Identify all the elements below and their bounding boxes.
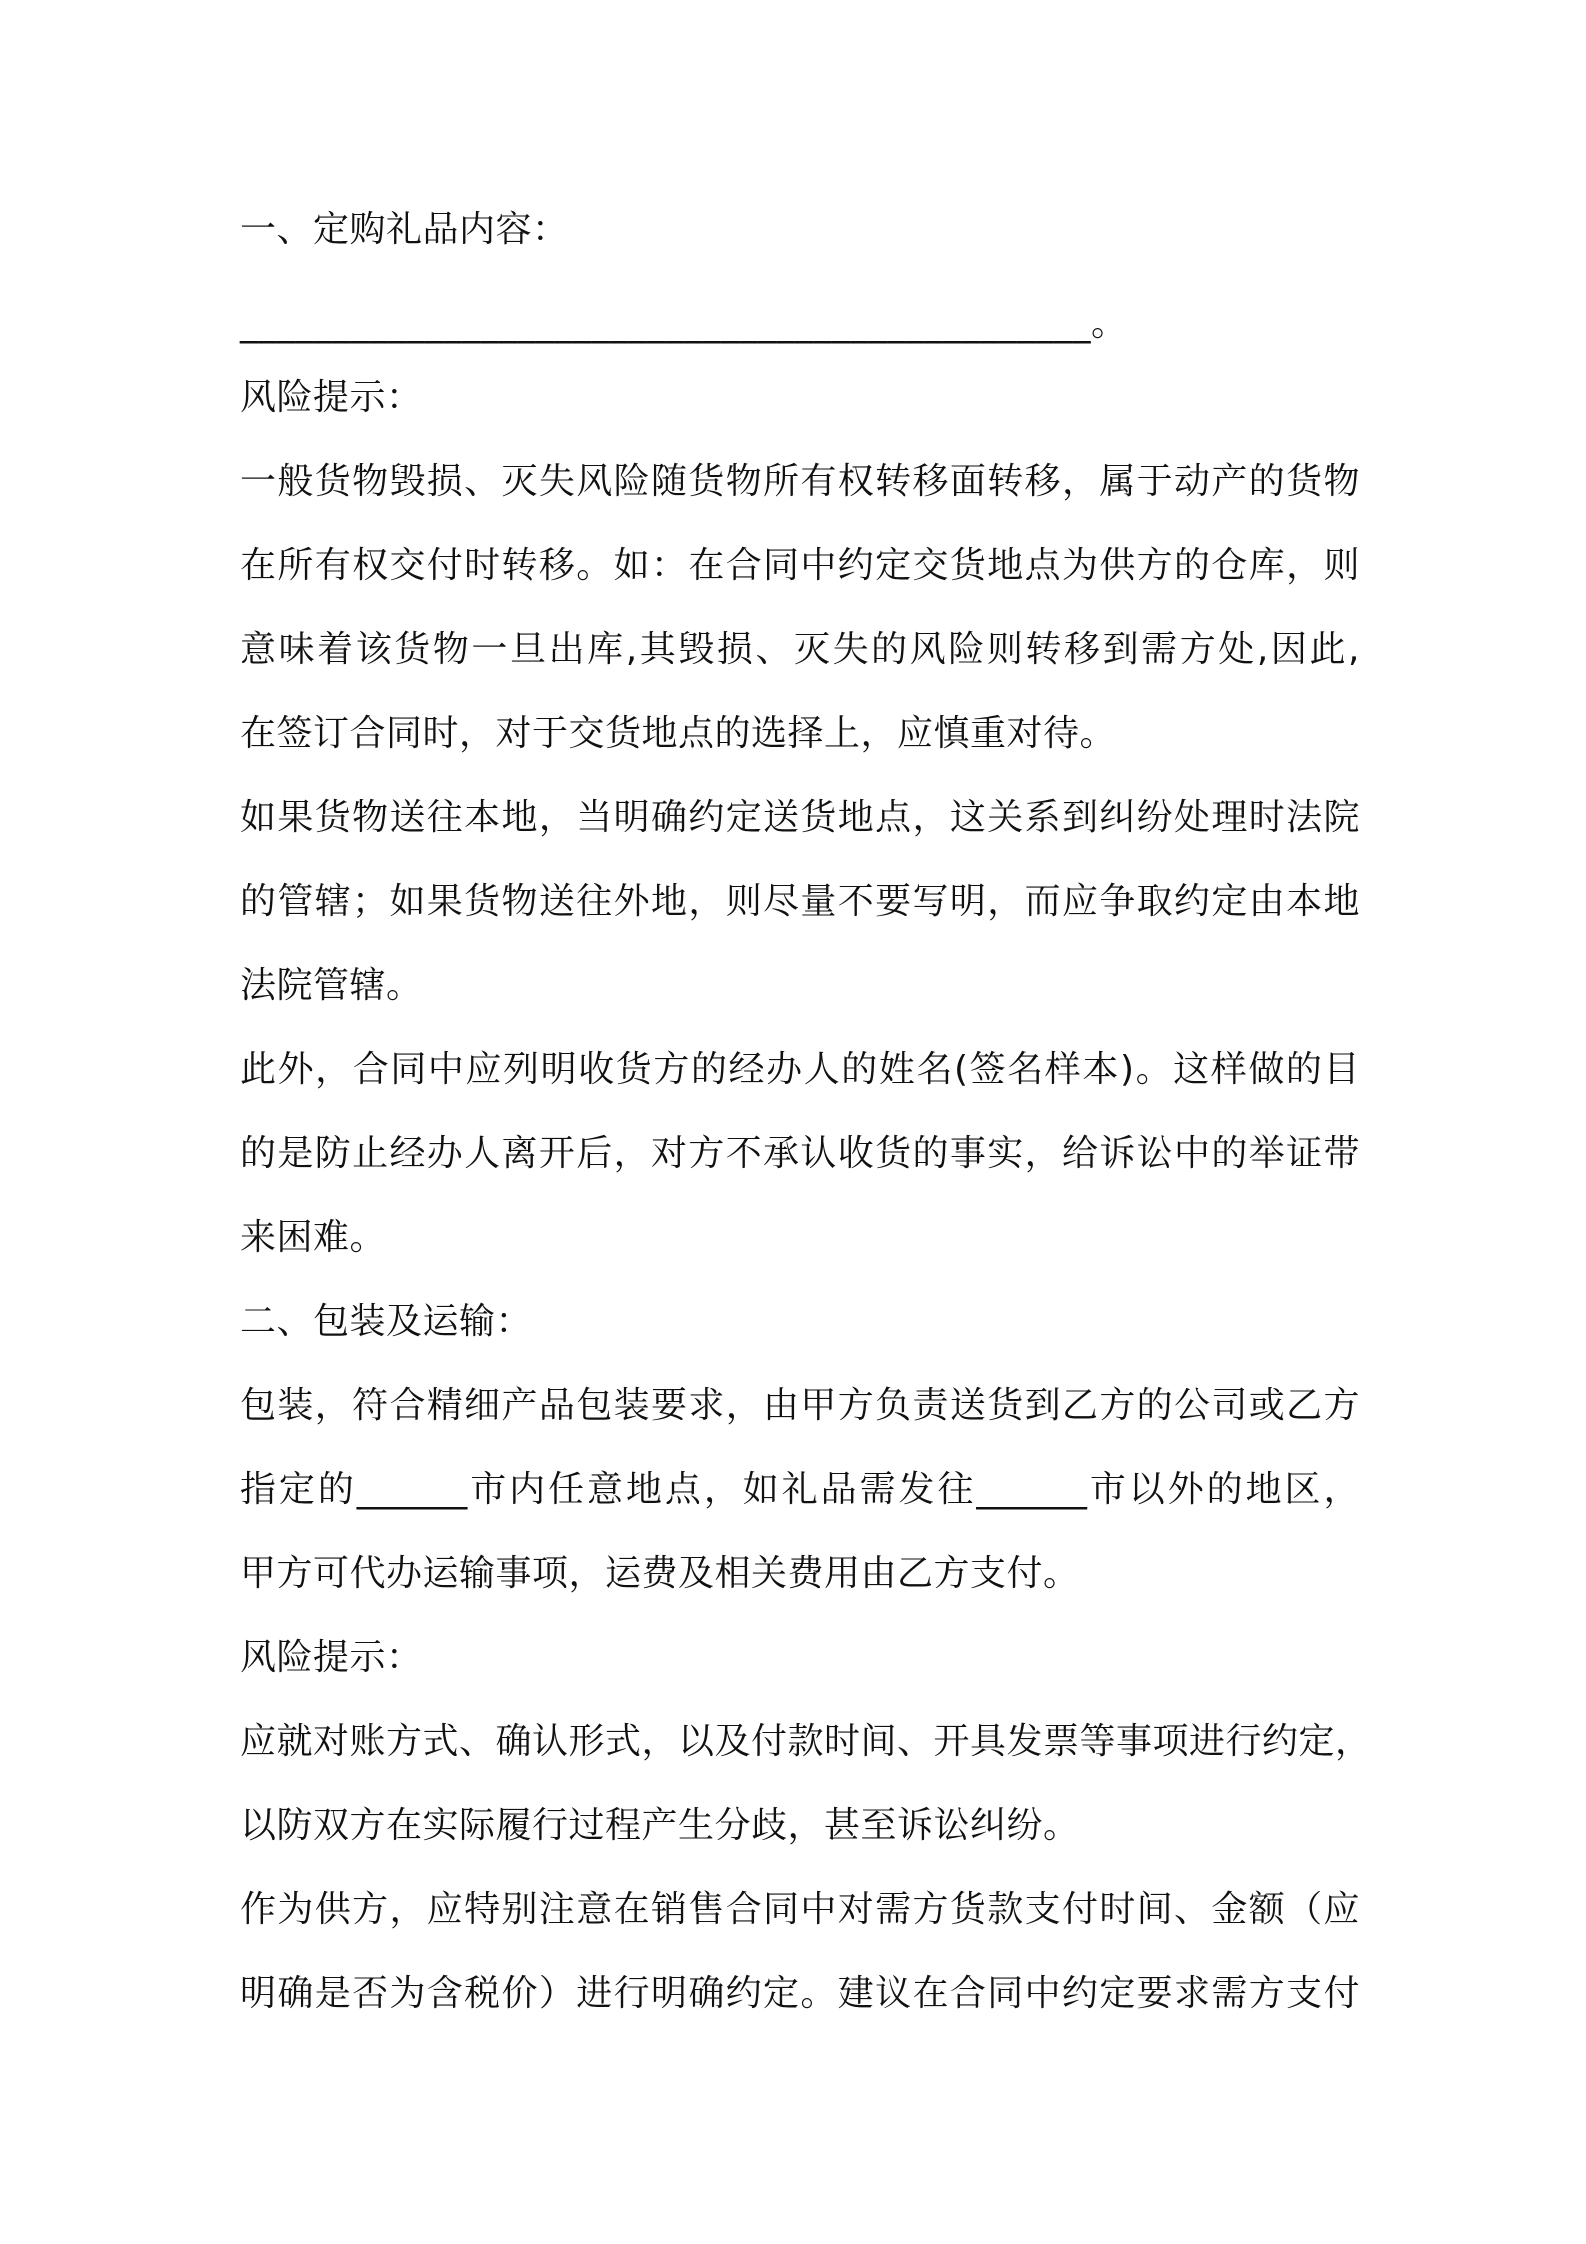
risk-heading: 风险提示：: [240, 377, 423, 418]
paragraph-line: 一般货物毁损、灭失风险随货物所有权转移面转移，属于动产的货物: [240, 461, 1360, 502]
paragraph-line: 以防双方在实际履行过程产生分歧，甚至诉讼纠纷。: [240, 1805, 1080, 1846]
paragraph-line: 作为供方，应特别注意在销售合同中对需方货款支付时间、金额（应: [240, 1889, 1360, 1930]
paragraph-line: 应就对账方式、确认形式，以及付款时间、开具发票等事项进行约定，: [240, 1721, 1372, 1762]
paragraph-line: 指定的______市内任意地点，如礼品需发往______市以外的地区，: [240, 1469, 1360, 1510]
paragraph-line: 法院管辖。: [240, 965, 423, 1006]
blank-fill-line: ______________________________________________。: [240, 303, 1128, 344]
paragraph-line: 意味着该货物一旦出库,其毁损、灭失的风险则转移到需方处,因此,: [240, 629, 1360, 670]
paragraph-line: 明确是否为含税价）进行明确约定。建议在合同中约定要求需方支付: [240, 1973, 1360, 2014]
paragraph-line: 在签订合同时，对于交货地点的选择上，应慎重对待。: [240, 713, 1117, 754]
section-heading: 二、包装及运输：: [240, 1301, 533, 1342]
paragraph-line: 此外，合同中应列明收货方的经办人的姓名(签名样本)。这样做的目: [240, 1049, 1360, 1090]
section-heading: 一、定购礼品内容：: [240, 209, 569, 250]
paragraph-line: 的管辖；如果货物送往外地，则尽量不要写明，而应争取约定由本地: [240, 881, 1360, 922]
paragraph-line: 如果货物送往本地，当明确约定送货地点，这关系到纠纷处理时法院: [240, 797, 1360, 838]
risk-heading: 风险提示：: [240, 1637, 423, 1678]
paragraph-line: 来困难。: [240, 1217, 387, 1258]
paragraph-line: 包装，符合精细产品包装要求，由甲方负责送货到乙方的公司或乙方: [240, 1385, 1360, 1426]
paragraph-line: 的是防止经办人离开后，对方不承认收货的事实，给诉讼中的举证带: [240, 1133, 1360, 1174]
paragraph-line: 在所有权交付时转移。如：在合同中约定交货地点为供方的仓库，则: [240, 545, 1360, 586]
paragraph-line: 甲方可代办运输事项，运费及相关费用由乙方支付。: [240, 1553, 1080, 1594]
